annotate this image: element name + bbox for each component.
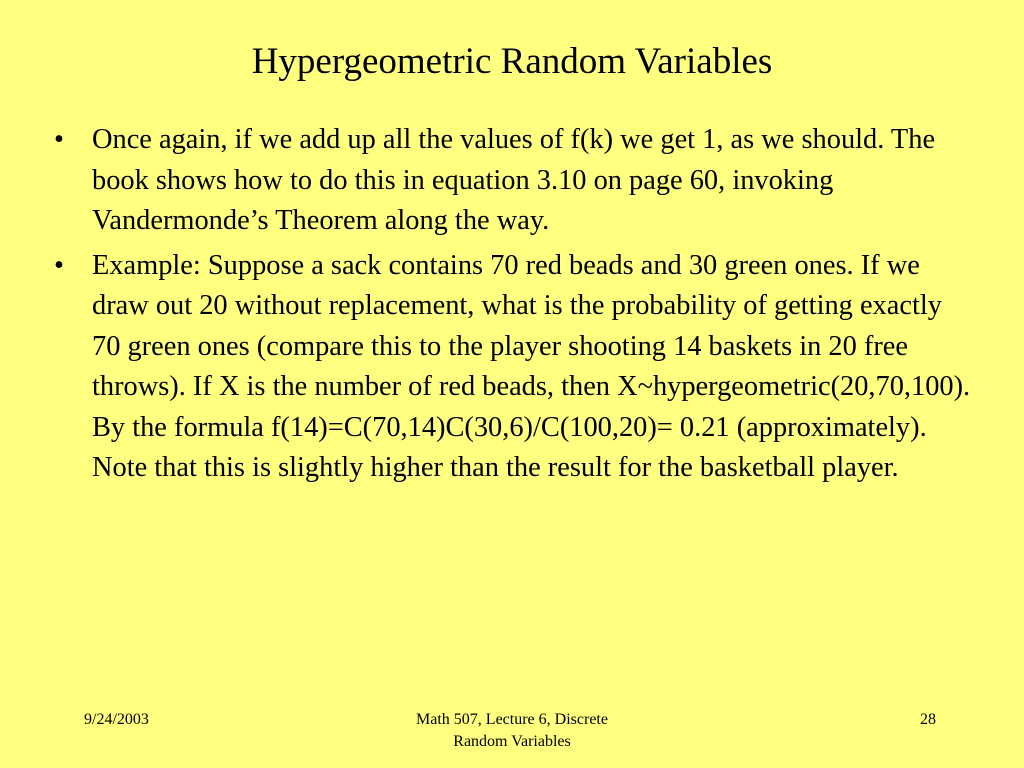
- bullet-marker-2: •: [54, 249, 64, 281]
- bullet-text-1: Once again, if we add up all the values of f(k) we get 1, as we should. The book shows how to do this in equation 3.10 on page 60, invoking Vandermonde’s Theorem along the way.: [92, 124, 936, 236]
- slide-title: Hypergeometric Random Variables: [251, 41, 773, 82]
- bullet-item-2: [0, 246, 1024, 489]
- footer-course-line-2: Random Variables: [453, 733, 571, 750]
- bullet-marker-1: •: [54, 124, 64, 155]
- bullet-list: [0, 120, 1024, 493]
- bullet-text-2: Example: Suppose a sack contains 70 red beads and 30 green ones. If we draw out 20 without replacement, what is the probability of getting exactly 70 green ones (compare this to the player shooting 14 baskets in 20 free throws). If X is the number of red beads, then X~hypergeometric(20,70,100). By the formula f(14)=C(70,14)C(30,6)/C(100,20)= 0.21 (approximately). Note that this is slightly higher than the result for the basketball player.: [92, 249, 971, 483]
- footer-course-line-1: Math 507, Lecture 6, Discrete: [416, 711, 608, 728]
- footer-page-number: 28: [920, 711, 936, 728]
- footer-date: 9/24/2003: [84, 711, 149, 728]
- bullet-item-1: [0, 120, 1024, 242]
- footer-course-title: [362, 709, 662, 753]
